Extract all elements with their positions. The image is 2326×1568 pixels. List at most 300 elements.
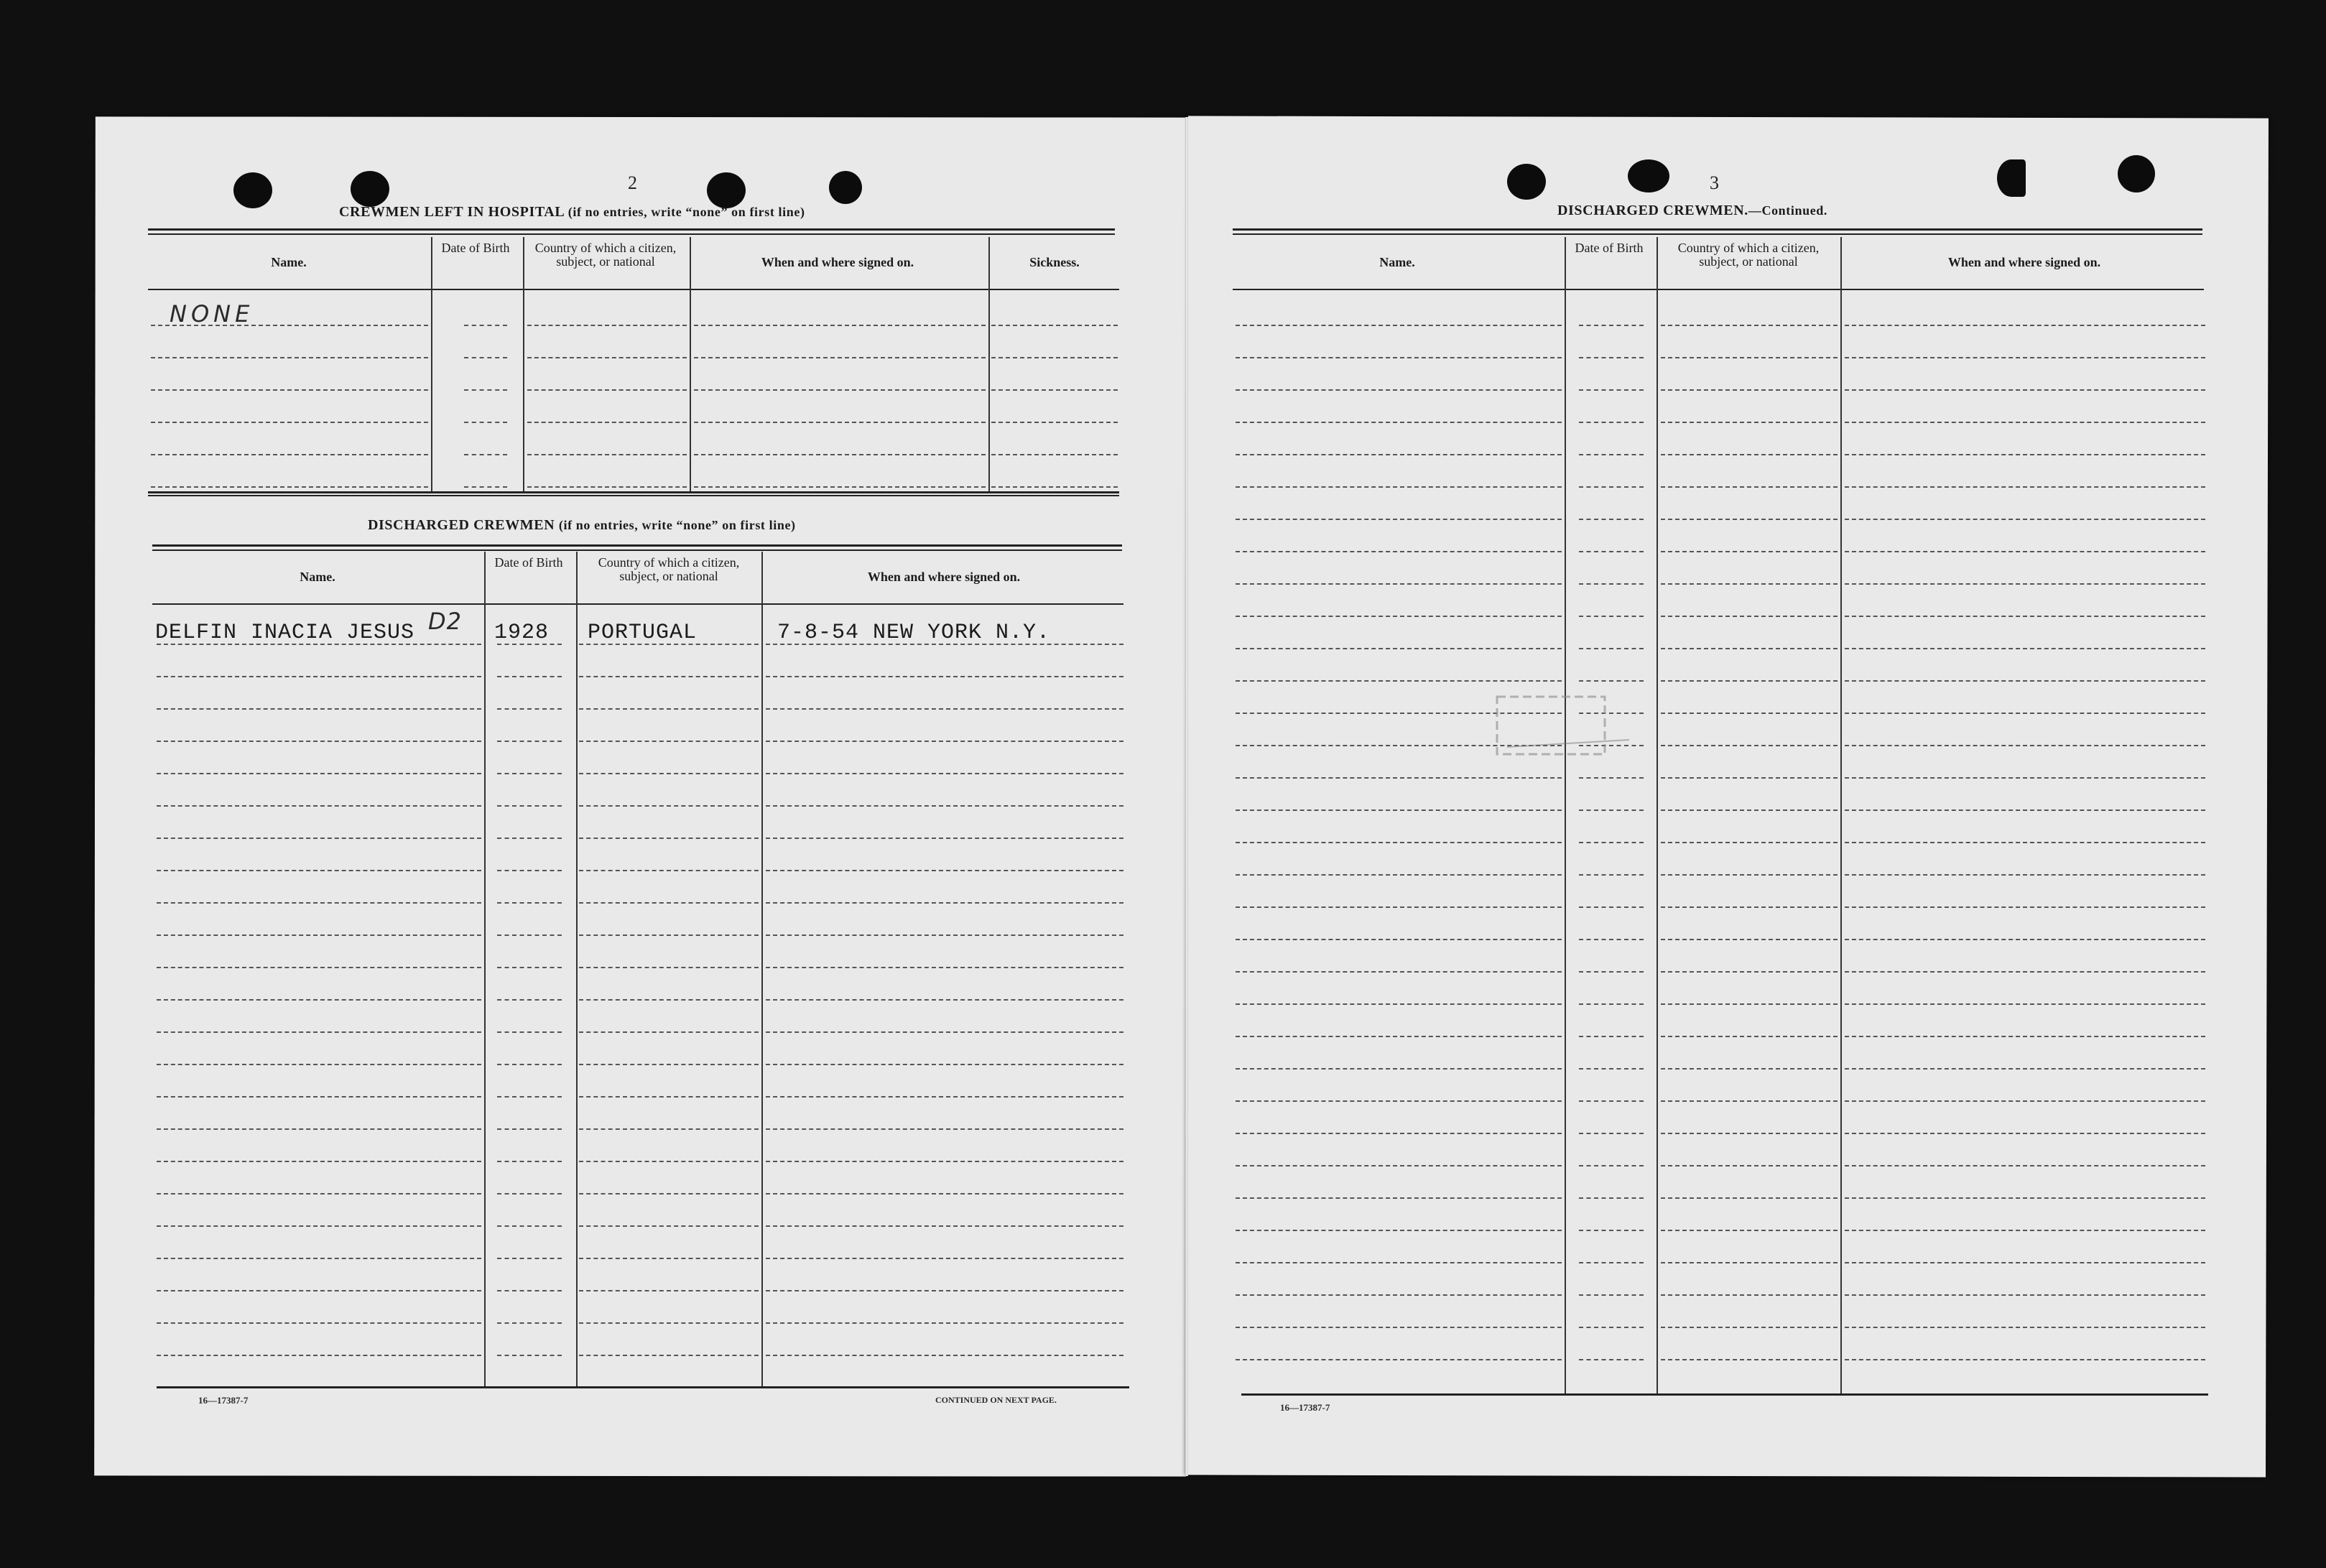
column-header-signed-on: When and where signed on. xyxy=(867,570,1021,584)
ruled-line xyxy=(991,486,1118,488)
crewman-signed-on: 7-8-54 NEW YORK N.Y. xyxy=(777,621,1051,645)
ruled-line xyxy=(1661,874,1838,876)
column-header-name: Name. xyxy=(300,570,335,584)
ruled-line xyxy=(766,1193,1123,1194)
discharged-top-rule xyxy=(152,544,1122,551)
punch-hole xyxy=(351,171,389,207)
ruled-line xyxy=(579,1128,759,1130)
ruled-line xyxy=(527,389,687,391)
ruled-line xyxy=(527,325,687,326)
ruled-line xyxy=(1661,389,1838,391)
ruled-line xyxy=(579,805,759,807)
column-divider xyxy=(1840,237,1842,1393)
ruled-line xyxy=(157,1031,481,1033)
ruled-line xyxy=(1579,325,1644,326)
ruled-line xyxy=(1236,519,1562,520)
right-header-rule xyxy=(1233,289,2204,290)
ruled-line xyxy=(1845,551,2205,552)
column-header-sickness: Sickness. xyxy=(1029,255,1080,269)
ruled-line xyxy=(464,454,507,455)
ruled-line xyxy=(579,773,759,774)
ruled-line xyxy=(157,1355,481,1356)
punch-hole xyxy=(707,172,746,208)
ruled-line xyxy=(157,741,481,742)
ruled-line xyxy=(1845,1359,2205,1360)
ruled-line xyxy=(497,1096,562,1098)
ruled-line xyxy=(1236,1003,1562,1005)
ruled-line xyxy=(1845,842,2205,843)
ruled-line xyxy=(991,357,1118,358)
ruled-line xyxy=(157,1322,481,1324)
ruled-line xyxy=(1661,939,1838,940)
ruled-line xyxy=(1579,357,1644,358)
ruled-line xyxy=(497,870,562,871)
ruled-line xyxy=(1661,1100,1838,1102)
column-divider xyxy=(690,237,691,491)
ruled-line xyxy=(157,805,481,807)
ruled-line xyxy=(1661,519,1838,520)
ruled-line xyxy=(464,389,507,391)
column-header-name: Name. xyxy=(1379,255,1415,269)
ruled-line xyxy=(1845,583,2205,585)
ruled-line xyxy=(579,902,759,904)
ruled-line xyxy=(151,357,428,358)
ruled-line xyxy=(1236,1165,1562,1166)
ruled-line xyxy=(1845,1003,2205,1005)
ruled-line xyxy=(1579,551,1644,552)
ruled-line xyxy=(579,1064,759,1065)
ruled-line xyxy=(1236,454,1562,455)
column-header-date-of-birth: Date of Birth xyxy=(441,241,510,255)
ruled-line xyxy=(766,741,1123,742)
ruled-line xyxy=(766,934,1123,936)
ruled-line xyxy=(1661,1359,1838,1360)
ruled-line xyxy=(497,838,562,839)
ruled-line xyxy=(497,644,562,645)
ruled-line xyxy=(766,1096,1123,1098)
right-top-rule xyxy=(1233,228,2202,235)
ruled-line xyxy=(1579,777,1644,779)
column-divider xyxy=(988,237,990,491)
column-divider xyxy=(1657,237,1658,1393)
ruled-line xyxy=(694,454,986,455)
ruled-line xyxy=(1845,1197,2205,1199)
discharged-header-rule xyxy=(152,603,1123,605)
ruled-line xyxy=(579,1096,759,1098)
ruled-line xyxy=(694,486,986,488)
punch-hole xyxy=(233,172,272,208)
ruled-line xyxy=(1845,971,2205,973)
ruled-line xyxy=(1845,486,2205,488)
left-page xyxy=(94,116,1187,1476)
punch-hole xyxy=(1997,159,2026,197)
hospital-top-rule xyxy=(148,228,1115,235)
ruled-line xyxy=(1845,1133,2205,1134)
ruled-line xyxy=(497,805,562,807)
ruled-line xyxy=(1661,1068,1838,1070)
ruled-line xyxy=(1661,1133,1838,1134)
hospital-section-title xyxy=(339,204,805,221)
ruled-line xyxy=(1661,1036,1838,1037)
ruled-line xyxy=(157,999,481,1001)
hospital-title-note: (if no entries, write “none” on first line) xyxy=(567,205,805,219)
ruled-line xyxy=(1661,777,1838,779)
ruled-line xyxy=(579,1193,759,1194)
ruled-line xyxy=(1236,1133,1562,1134)
column-header-signed-on: When and where signed on. xyxy=(1947,255,2101,269)
discharged-section-title xyxy=(368,517,796,534)
ruled-line xyxy=(1845,1327,2205,1328)
ruled-line xyxy=(464,486,507,488)
ruled-line xyxy=(1579,842,1644,843)
ruled-line xyxy=(1845,1165,2205,1166)
ruled-line xyxy=(1845,519,2205,520)
ruled-line xyxy=(157,934,481,936)
ruled-line xyxy=(497,1290,562,1291)
ruled-line xyxy=(1236,1359,1562,1360)
ruled-line xyxy=(579,1161,759,1162)
punch-hole xyxy=(2118,155,2155,192)
page-number: 2 xyxy=(628,172,637,193)
ruled-line xyxy=(157,773,481,774)
crewman-country: PORTUGAL xyxy=(588,621,698,645)
ruled-line xyxy=(151,486,428,488)
ruled-line xyxy=(151,389,428,391)
discharged-continued-title xyxy=(1557,203,1827,219)
ruled-line xyxy=(157,676,481,677)
ruled-line xyxy=(1661,648,1838,649)
ruled-line xyxy=(1845,616,2205,617)
ruled-line xyxy=(1236,809,1562,811)
ruled-line xyxy=(1236,486,1562,488)
ruled-line xyxy=(766,838,1123,839)
ruled-line xyxy=(1661,486,1838,488)
ruled-line xyxy=(497,741,562,742)
ruled-line xyxy=(991,454,1118,455)
ruled-line xyxy=(1661,616,1838,617)
ruled-line xyxy=(1579,1197,1644,1199)
ruled-line xyxy=(1661,842,1838,843)
ruled-line xyxy=(1236,389,1562,391)
ruled-line xyxy=(157,870,481,871)
crewman-mark: D2 xyxy=(428,608,462,635)
ruled-line xyxy=(157,1290,481,1291)
punch-hole xyxy=(1507,164,1546,200)
ruled-line xyxy=(1579,1003,1644,1005)
ruled-line xyxy=(1661,1197,1838,1199)
ruled-line xyxy=(157,1258,481,1259)
ruled-line xyxy=(579,1225,759,1227)
ruled-line xyxy=(1661,1230,1838,1231)
ruled-line xyxy=(1845,680,2205,682)
ruled-line xyxy=(1236,680,1562,682)
ruled-line xyxy=(766,870,1123,871)
ruled-line xyxy=(1845,389,2205,391)
crewman-name: DELFIN INACIA JESUS xyxy=(155,621,415,645)
punch-hole xyxy=(829,171,862,204)
ruled-line xyxy=(157,1193,481,1194)
ruled-line xyxy=(1236,1036,1562,1037)
ruled-line xyxy=(497,1322,562,1324)
ruled-line xyxy=(1845,325,2205,326)
ruled-line xyxy=(1661,551,1838,552)
ruled-line xyxy=(766,1225,1123,1227)
ruled-line xyxy=(1579,616,1644,617)
ruled-line xyxy=(579,1355,759,1356)
ruled-line xyxy=(1661,325,1838,326)
ruled-line xyxy=(694,325,986,326)
ruled-line xyxy=(1845,809,2205,811)
ruled-line xyxy=(766,1322,1123,1324)
ruled-line xyxy=(151,422,428,423)
ruled-line xyxy=(991,422,1118,423)
ruled-line xyxy=(766,1355,1123,1356)
ruled-line xyxy=(1845,745,2205,746)
ruled-line xyxy=(766,773,1123,774)
page-number: 3 xyxy=(1710,172,1719,193)
column-header-date-of-birth: Date of Birth xyxy=(494,555,563,570)
ruled-line xyxy=(497,1161,562,1162)
ruled-line xyxy=(579,1322,759,1324)
ruled-line xyxy=(527,422,687,423)
ruled-line xyxy=(579,838,759,839)
ruled-line xyxy=(579,967,759,968)
ruled-line xyxy=(1579,874,1644,876)
ruled-line xyxy=(579,870,759,871)
ruled-line xyxy=(527,486,687,488)
ruled-line xyxy=(1236,971,1562,973)
hospital-entry-none: NONE xyxy=(170,300,254,328)
column-divider xyxy=(761,552,763,1386)
ruled-line xyxy=(766,1128,1123,1130)
ruled-line xyxy=(1579,1068,1644,1070)
ruled-line xyxy=(1661,1327,1838,1328)
ruled-line xyxy=(766,644,1123,645)
ruled-line xyxy=(157,1225,481,1227)
ruled-line xyxy=(157,1096,481,1098)
ruled-line xyxy=(1236,616,1562,617)
discharged-bottom-rule xyxy=(157,1386,1129,1388)
hospital-title-text: CREWMEN LEFT IN HOSPITAL xyxy=(339,204,565,220)
ruled-line xyxy=(1236,874,1562,876)
ruled-line xyxy=(497,708,562,710)
ruled-line xyxy=(151,454,428,455)
column-header-country: Country of which a citizen, subject, or national xyxy=(1677,241,1820,269)
ruled-line xyxy=(1845,454,2205,455)
ruled-line xyxy=(766,805,1123,807)
discharged-continued-title-text: DISCHARGED CREWMEN. xyxy=(1557,203,1748,218)
ruled-line xyxy=(1579,519,1644,520)
ruled-line xyxy=(497,676,562,677)
ruled-line xyxy=(1845,1262,2205,1263)
ruled-line xyxy=(1845,1100,2205,1102)
ruled-line xyxy=(1236,422,1562,423)
ruled-line xyxy=(497,902,562,904)
ruled-line xyxy=(497,1258,562,1259)
column-divider xyxy=(576,552,578,1386)
ruled-line xyxy=(1579,648,1644,649)
ruled-line xyxy=(579,1290,759,1291)
ruled-line xyxy=(1661,422,1838,423)
ruled-line xyxy=(1579,1359,1644,1360)
ruled-line xyxy=(1579,809,1644,811)
ruled-line xyxy=(1845,874,2205,876)
ruled-line xyxy=(497,967,562,968)
ruled-line xyxy=(1236,1100,1562,1102)
ruled-line xyxy=(157,708,481,710)
ruled-line xyxy=(497,999,562,1001)
ruled-line xyxy=(1845,422,2205,423)
ruled-line xyxy=(527,454,687,455)
ruled-line xyxy=(579,708,759,710)
discharged-continued-note: —Continued. xyxy=(1748,203,1828,218)
page-fold xyxy=(1185,117,1188,1476)
ruled-line xyxy=(1579,583,1644,585)
ruled-line xyxy=(464,422,507,423)
ruled-line xyxy=(1579,680,1644,682)
column-header-country: Country of which a citizen, subject, or national xyxy=(598,555,740,583)
ruled-line xyxy=(497,1031,562,1033)
ruled-line xyxy=(497,1225,562,1227)
ruled-line xyxy=(1579,454,1644,455)
column-header-date-of-birth: Date of Birth xyxy=(1575,241,1644,255)
ruled-line xyxy=(497,934,562,936)
ruled-line xyxy=(694,422,986,423)
ruled-line xyxy=(157,838,481,839)
ruled-line xyxy=(497,773,562,774)
ruled-line xyxy=(766,967,1123,968)
ruled-line xyxy=(1661,454,1838,455)
ruled-line xyxy=(1661,1165,1838,1166)
ruled-line xyxy=(497,1128,562,1130)
ruled-line xyxy=(1845,1230,2205,1231)
ruled-line xyxy=(766,708,1123,710)
ruled-line xyxy=(1845,1068,2205,1070)
right-page xyxy=(1185,116,2269,1477)
ruled-line xyxy=(1845,357,2205,358)
ruled-line xyxy=(694,389,986,391)
ruled-line xyxy=(1236,1294,1562,1296)
ruled-line xyxy=(1579,486,1644,488)
ruled-line xyxy=(1236,906,1562,908)
ruled-line xyxy=(579,999,759,1001)
ruled-line xyxy=(766,676,1123,677)
right-bottom-rule xyxy=(1241,1393,2208,1396)
ruled-line xyxy=(1236,1197,1562,1199)
ruled-line xyxy=(1845,939,2205,940)
ruled-line xyxy=(1661,583,1838,585)
column-header-name: Name. xyxy=(271,255,307,269)
ruled-line xyxy=(1579,1230,1644,1231)
ruled-line xyxy=(1661,1262,1838,1263)
column-divider xyxy=(1565,237,1566,1393)
ruled-line xyxy=(1579,1262,1644,1263)
ruled-line xyxy=(1236,842,1562,843)
ruled-line xyxy=(1579,906,1644,908)
ruled-line xyxy=(1661,745,1838,746)
ruled-line xyxy=(1236,357,1562,358)
ruled-line xyxy=(151,325,428,326)
ruled-line xyxy=(991,325,1118,326)
ruled-line xyxy=(1236,777,1562,779)
ruled-line xyxy=(497,1193,562,1194)
ruled-line xyxy=(157,644,481,645)
column-divider xyxy=(523,237,524,491)
discharged-title-text: DISCHARGED CREWMEN xyxy=(368,517,555,533)
ruled-line xyxy=(1579,1165,1644,1166)
ruled-line xyxy=(1236,939,1562,940)
ruled-line xyxy=(579,1031,759,1033)
ruled-line xyxy=(579,741,759,742)
ruled-line xyxy=(464,325,507,326)
ruled-line xyxy=(464,357,507,358)
punch-hole xyxy=(1628,159,1669,192)
ruled-line xyxy=(694,357,986,358)
ruled-line xyxy=(1661,971,1838,973)
ruled-line xyxy=(157,1161,481,1162)
ruled-line xyxy=(1579,971,1644,973)
ruled-line xyxy=(1845,648,2205,649)
ruled-line xyxy=(1845,1294,2205,1296)
ruled-line xyxy=(1845,906,2205,908)
ruled-line xyxy=(1579,939,1644,940)
ruled-line xyxy=(1236,1327,1562,1328)
ruled-line xyxy=(1579,1100,1644,1102)
ruled-line xyxy=(1845,1036,2205,1037)
ruled-line xyxy=(1661,713,1838,714)
ruled-line xyxy=(1661,809,1838,811)
ruled-line xyxy=(1661,680,1838,682)
form-number: 16—17387-7 xyxy=(1280,1402,1330,1413)
ruled-line xyxy=(766,999,1123,1001)
ruled-line xyxy=(579,934,759,936)
continued-note: CONTINUED ON NEXT PAGE. xyxy=(935,1395,1057,1405)
ruled-line xyxy=(1236,648,1562,649)
ruled-line xyxy=(1661,1294,1838,1296)
column-header-signed-on: When and where signed on. xyxy=(761,255,914,269)
ruled-line xyxy=(766,1064,1123,1065)
ruled-line xyxy=(1579,389,1644,391)
ruled-line xyxy=(1579,1133,1644,1134)
ruled-line xyxy=(497,1064,562,1065)
ruled-line xyxy=(1661,1003,1838,1005)
crewman-date-of-birth: 1928 xyxy=(494,621,550,645)
hospital-header-rule xyxy=(148,289,1119,290)
faint-stamp xyxy=(1493,690,1636,769)
ruled-line xyxy=(766,1290,1123,1291)
ruled-line xyxy=(157,1128,481,1130)
ruled-line xyxy=(497,1355,562,1356)
ruled-line xyxy=(1845,713,2205,714)
ruled-line xyxy=(1236,551,1562,552)
ruled-line xyxy=(1236,1230,1562,1231)
ruled-line xyxy=(991,389,1118,391)
ruled-line xyxy=(1579,1294,1644,1296)
ruled-line xyxy=(527,357,687,358)
ruled-line xyxy=(1579,1036,1644,1037)
ruled-line xyxy=(1579,1327,1644,1328)
ruled-line xyxy=(1236,1068,1562,1070)
ruled-line xyxy=(766,902,1123,904)
ruled-line xyxy=(579,1258,759,1259)
ruled-line xyxy=(1579,422,1644,423)
column-divider xyxy=(431,237,432,491)
ruled-line xyxy=(157,967,481,968)
ruled-line xyxy=(1236,325,1562,326)
ruled-line xyxy=(1661,906,1838,908)
ruled-line xyxy=(1236,1262,1562,1263)
ruled-line xyxy=(1845,777,2205,779)
